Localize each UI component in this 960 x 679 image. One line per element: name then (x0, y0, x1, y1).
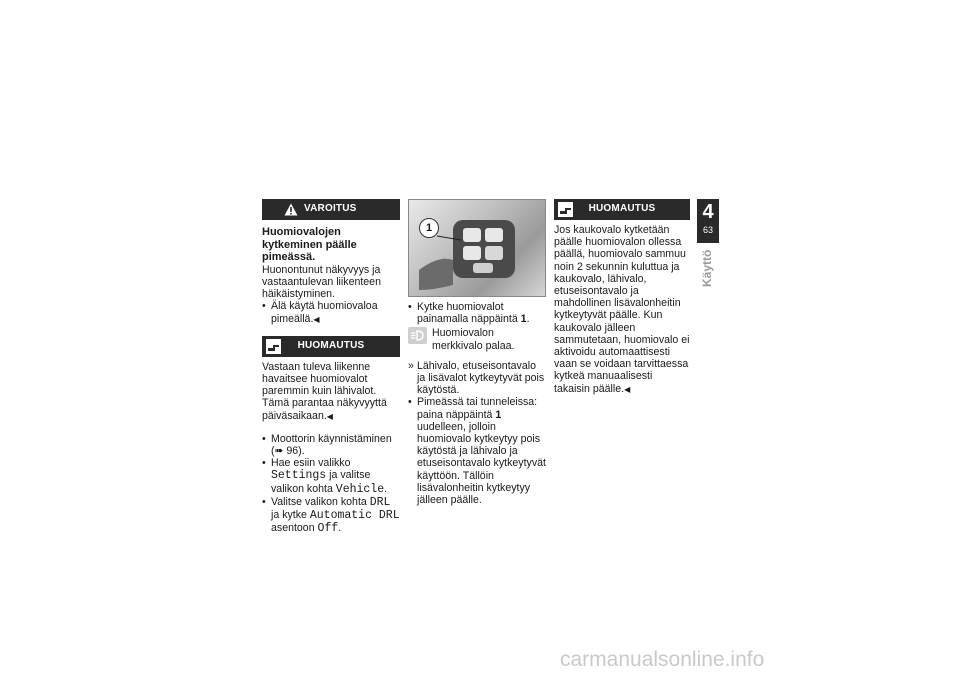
action-list (408, 396, 546, 506)
note-text: Jos kaukovalo kytketään päälle huomiovalon ollessa päällä, huomiovalo sammuu noin 2 sekunnin kuluttua ja kaukovalo, lähivalo, etuseisontavalo ja mahdollinen lisävalonheitin kytkeytyvät päälle. Kun kaukovalo jälleen sammutetaan, huomiovalo ei aktivoidu automaattisesti vaan se voidaan tarvittaessa kytkeä manuaalisesti takaisin päälle.◀ (554, 224, 690, 395)
list-item: » Lähivalo, etuseisontavalo ja lisävalot kytkeytyvät pois käytöstä. (408, 360, 546, 397)
end-mark: ◀ (326, 411, 333, 421)
column-right (554, 199, 690, 396)
end-mark: ◀ (313, 314, 320, 324)
end-mark: ◀ (624, 384, 631, 394)
warning-heading: Huomiovalojen kytkeminen päälle pimeässä. (262, 226, 357, 264)
warning-text: Huonontunut näkyvyys ja vastaantulevan liikenteen häikäistyminen. (262, 263, 381, 301)
column-left (262, 199, 400, 535)
indicator-note (408, 327, 546, 351)
key-number: 1 (495, 408, 502, 421)
handlebar-switch-photo (408, 199, 546, 297)
note-banner (554, 199, 690, 220)
hand-note-icon (266, 339, 281, 354)
warning-icon (284, 203, 298, 216)
warning-banner (262, 199, 400, 220)
menu-code: Vehicle (335, 482, 385, 496)
column-middle (408, 199, 546, 506)
step-list (262, 433, 400, 536)
list-item: • Älä käytä huomiovaloa pimeällä.◀ (262, 300, 400, 325)
list-item: • Valitse valikon kohta DRL ja kytke Automatic DRL asentoon Off. (262, 496, 400, 536)
indicator-text: Huomiovalon merkkivalo palaa. (432, 327, 515, 352)
action-list (408, 301, 546, 325)
note-label: HUOMAUTUS (588, 203, 656, 215)
page-ref-arrow-icon: ➠ (274, 445, 284, 458)
result-list (408, 360, 546, 397)
list-item: • Moottorin käynnistäminen (➠ 96). (262, 433, 400, 457)
hand-note-icon (558, 202, 573, 217)
list-item: • Kytke huomiovalot painamalla näppäintä 1. (408, 301, 546, 325)
warning-bullets (262, 300, 400, 325)
menu-code: Off (317, 522, 339, 536)
page-ref: 96 (286, 445, 299, 458)
chapter-title: Käyttö (700, 250, 714, 288)
note-label: HUOMAUTUS (297, 340, 365, 352)
menu-code: Automatic DRL (309, 509, 400, 523)
menu-code: DRL (369, 495, 391, 509)
note-banner (262, 336, 400, 357)
list-item: • Pimeässä tai tunneleissa: paina näppäintä 1 uudelleen, jolloin huomiovalo kytkeytyy pois käytöstä ja lähivalo ja etuseisontavalo kytkeytyvät käyttöön. Tällöin lisävalonheitin kytkeytyy jälleen päälle. (408, 396, 546, 506)
page-number: 63 (702, 225, 713, 235)
watermark: carmanualsonline.info (560, 648, 765, 671)
note-text: Vastaan tuleva liikenne havaitsee huomiovalot paremmin kuin lähivalot. Tämä parantaa näkyvyyttä päiväsaikaan.◀ (262, 360, 387, 422)
chapter-number: 4 (702, 201, 714, 223)
daytime-running-light-icon (408, 327, 427, 344)
list-item: • Hae esiin valikko Settings ja valitse valikon kohta Vehicle. (262, 457, 400, 496)
callout-number: 1 (419, 218, 439, 238)
key-number: 1 (520, 313, 527, 326)
switch-illustration (409, 200, 545, 296)
menu-code: Settings (271, 469, 327, 483)
chapter-tab (697, 199, 719, 243)
warning-label: VAROITUS (304, 203, 357, 215)
